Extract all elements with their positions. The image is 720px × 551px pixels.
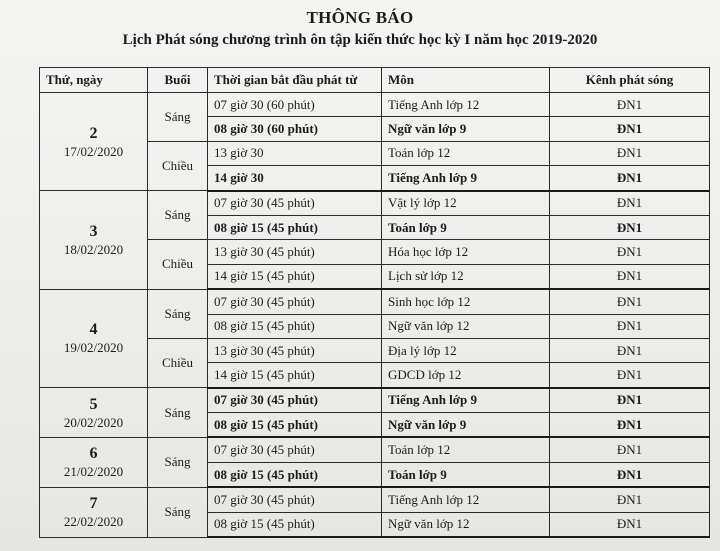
channel-cell: ĐN1 <box>550 166 710 191</box>
day-cell <box>40 487 148 537</box>
session-cell: Chiều <box>148 240 208 289</box>
channel-cell: ĐN1 <box>550 437 710 462</box>
channel-cell: ĐN1 <box>550 413 710 438</box>
channel-cell: ĐN1 <box>550 215 710 239</box>
broadcast-schedule-table <box>39 67 710 538</box>
day-of-week: 2 <box>89 124 98 142</box>
channel-cell: ĐN1 <box>550 289 710 314</box>
start-time-cell: 08 giờ 30 (60 phút) <box>208 117 382 141</box>
subject-cell: Ngữ văn lớp 9 <box>382 413 550 438</box>
channel-cell: ĐN1 <box>550 264 710 289</box>
start-time-cell: 14 giờ 30 <box>208 166 382 191</box>
session-cell: Sáng <box>148 487 208 537</box>
day-of-week: 5 <box>89 395 98 413</box>
start-time-cell: 13 giờ 30 (45 phút) <box>208 338 382 362</box>
subject-cell: Tiếng Anh lớp 9 <box>382 388 550 413</box>
header-day: Thứ, ngày <box>40 68 148 93</box>
day-of-week: 7 <box>89 495 98 513</box>
subject-cell: Địa lý lớp 12 <box>382 338 550 362</box>
start-time-cell: 07 giờ 30 (45 phút) <box>208 487 382 512</box>
header-time: Thời gian bắt đầu phát từ <box>208 68 382 93</box>
day-date: 22/02/2020 <box>63 514 124 530</box>
channel-cell: ĐN1 <box>550 240 710 264</box>
table-header-row <box>40 68 710 93</box>
table-row <box>40 93 710 117</box>
start-time-cell: 13 giờ 30 <box>208 141 382 165</box>
subject-cell: Tiếng Anh lớp 9 <box>382 166 550 191</box>
table-body <box>40 93 710 538</box>
channel-cell: ĐN1 <box>550 314 710 338</box>
start-time-cell: 07 giờ 30 (45 phút) <box>208 437 382 462</box>
day-date: 21/02/2020 <box>63 464 124 480</box>
session-cell: Sáng <box>148 191 208 240</box>
subject-cell: Tiếng Anh lớp 12 <box>382 487 550 512</box>
header-channel: Kênh phát sóng <box>550 68 710 93</box>
day-cell <box>40 93 148 191</box>
day-of-week: 4 <box>89 321 98 339</box>
start-time-cell: 07 giờ 30 (45 phút) <box>208 388 382 413</box>
channel-cell: ĐN1 <box>550 487 710 512</box>
subject-cell: Ngữ văn lớp 12 <box>382 314 550 338</box>
day-of-week: 3 <box>89 222 98 240</box>
subject-cell: Vật lý lớp 12 <box>382 191 550 216</box>
subject-cell: Toán lớp 9 <box>382 462 550 487</box>
table-row <box>40 388 710 413</box>
start-time-cell: 08 giờ 15 (45 phút) <box>208 215 382 239</box>
subject-cell: Sinh học lớp 12 <box>382 289 550 314</box>
subject-cell: Toán lớp 12 <box>382 437 550 462</box>
day-date: 18/02/2020 <box>63 241 124 257</box>
channel-cell: ĐN1 <box>550 117 710 141</box>
start-time-cell: 14 giờ 15 (45 phút) <box>208 264 382 289</box>
channel-cell: ĐN1 <box>550 93 710 117</box>
session-cell: Chiều <box>148 141 208 190</box>
day-date: 20/02/2020 <box>63 414 124 430</box>
subject-cell: Lịch sử lớp 12 <box>382 264 550 289</box>
header-subject: Môn <box>382 68 550 93</box>
day-of-week: 6 <box>89 445 98 463</box>
day-cell <box>40 191 148 290</box>
subject-cell: Toán lớp 12 <box>382 141 550 165</box>
day-date: 19/02/2020 <box>63 340 124 356</box>
channel-cell: ĐN1 <box>550 191 710 216</box>
channel-cell: ĐN1 <box>550 512 710 537</box>
channel-cell: ĐN1 <box>550 388 710 413</box>
subject-cell: Ngữ văn lớp 12 <box>382 512 550 537</box>
start-time-cell: 07 giờ 30 (45 phút) <box>208 191 382 216</box>
day-cell <box>40 388 148 438</box>
subject-cell: Toán lớp 9 <box>382 215 550 239</box>
session-cell: Sáng <box>148 93 208 142</box>
subject-cell: Tiếng Anh lớp 12 <box>382 93 550 117</box>
start-time-cell: 14 giờ 15 (45 phút) <box>208 363 382 388</box>
start-time-cell: 07 giờ 30 (60 phút) <box>208 93 382 117</box>
start-time-cell: 08 giờ 15 (45 phút) <box>208 512 382 537</box>
session-cell: Sáng <box>148 437 208 487</box>
start-time-cell: 07 giờ 30 (45 phút) <box>208 289 382 314</box>
start-time-cell: 08 giờ 15 (45 phút) <box>208 413 382 438</box>
session-cell: Sáng <box>148 388 208 438</box>
table-row <box>40 289 710 314</box>
header-session: Buổi <box>148 68 208 93</box>
table-row <box>40 437 710 462</box>
start-time-cell: 08 giờ 15 (45 phút) <box>208 462 382 487</box>
day-cell <box>40 437 148 487</box>
channel-cell: ĐN1 <box>550 462 710 487</box>
channel-cell: ĐN1 <box>550 363 710 388</box>
subject-cell: GDCD lớp 12 <box>382 363 550 388</box>
channel-cell: ĐN1 <box>550 141 710 165</box>
day-cell <box>40 289 148 388</box>
table-row <box>40 487 710 512</box>
day-date: 17/02/2020 <box>63 143 124 159</box>
subject-cell: Hóa học lớp 12 <box>382 240 550 264</box>
start-time-cell: 13 giờ 30 (45 phút) <box>208 240 382 264</box>
page-subtitle: Lịch Phát sóng chương trình ôn tập kiến thức học kỳ I năm học 2019-2020 <box>122 32 598 48</box>
session-cell: Sáng <box>148 289 208 338</box>
channel-cell: ĐN1 <box>550 338 710 362</box>
table-row <box>40 191 710 216</box>
start-time-cell: 08 giờ 15 (45 phút) <box>208 314 382 338</box>
session-cell: Chiều <box>148 338 208 387</box>
subject-cell: Ngữ văn lớp 9 <box>382 117 550 141</box>
page-title: THÔNG BÁO <box>306 8 414 27</box>
